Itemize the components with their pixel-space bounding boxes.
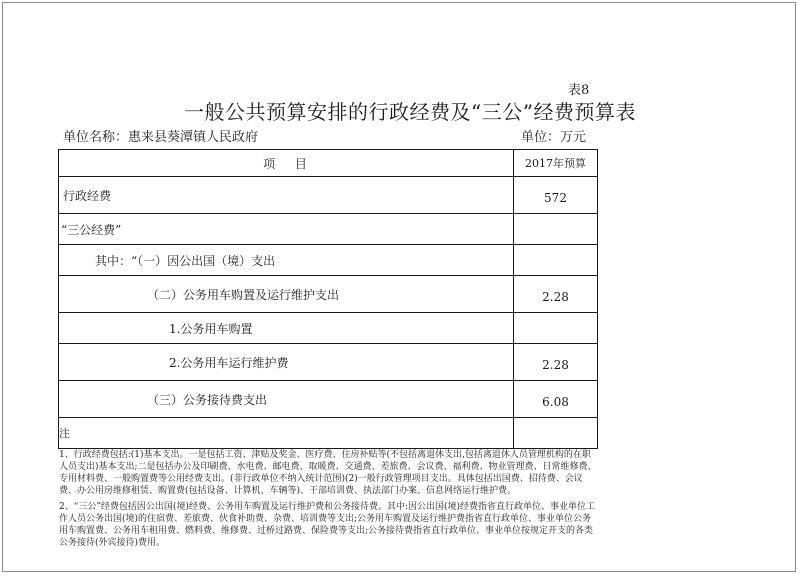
currency-unit: 单位：万元	[521, 130, 587, 145]
document-title: 一般公共预算安排的行政经费及“三公”经费预算表	[184, 100, 636, 124]
notes-section	[59, 428, 599, 553]
budget-table	[58, 149, 598, 449]
table-row	[59, 214, 598, 245]
table-row	[59, 276, 598, 313]
unit-name: 单位名称：惠来县葵潭镇人民政府	[63, 130, 259, 145]
row-label: 其中：“（一）因公出国（境）支出	[59, 245, 514, 276]
row-label: （三）公务接待费支出	[59, 381, 514, 418]
note-2: 2、“三公”经费包括因公出国(境)经费、公务用车购置及运行维护费和公务接待费。其中:因公出国(境)经费指省直行政单位、事业单位工作人员公务出国(境)的住宿费、差旅费、伙食补助费、杂费、培训费等支出;公务用车购置及运行维护费指省直行政单位、事业单位公务用车购置费、公务用车租用费、燃料费、维修费、过桥过路费、保险费等支出;公务接待费指省直行政单位、事业单位按规定开支的各类公务接待(外宾接待)费用。	[59, 502, 596, 548]
table-row	[59, 381, 598, 418]
row-value	[514, 313, 598, 344]
table-header-row	[59, 150, 598, 177]
header-year: 2017年预算	[514, 150, 598, 177]
table-row	[59, 313, 598, 344]
row-label: 1.公务用车购置	[59, 313, 514, 344]
row-value: 6.08	[514, 381, 598, 418]
row-label: 行政经费	[59, 177, 514, 214]
row-value: 2.28	[514, 344, 598, 381]
note-1: 1、行政经费包括:(1)基本支出。一是包括工资、津贴及奖金、医疗费、住房补贴等(不包括离退休支出,包括离退休人员管理机构的在职人员支出)基本支出;二是包括办公及印刷费、水电费、邮电费、取暖费、交通费、差旅费、会议费、福利费、物业管理费、日常维修费、专用材料费、一般购置费等公用经费支出。(非行政单位不纳入统计范围)(2)一般行政管理项目支出。具体包括出国费、招待费、会议费、办公用房维修租赁、购置费(包括设备、计算机、车辆等)、干部培训费、执法部门办案、信息网络运行维护费。	[59, 450, 597, 496]
table-number: 表8	[568, 83, 590, 98]
row-value	[514, 214, 598, 245]
row-value: 2.28	[514, 276, 598, 313]
row-value	[514, 245, 598, 276]
table-row	[59, 245, 598, 276]
notes-title: 注	[59, 427, 70, 440]
table-row	[59, 344, 598, 381]
table-row	[59, 177, 598, 214]
row-value: 572	[514, 177, 598, 214]
row-label: （二）公务用车购置及运行维护支出	[59, 276, 514, 313]
header-item: 项 目	[59, 150, 514, 177]
row-label: “三公经费”	[59, 214, 514, 245]
row-label: 2.公务用车运行维护费	[59, 344, 514, 381]
